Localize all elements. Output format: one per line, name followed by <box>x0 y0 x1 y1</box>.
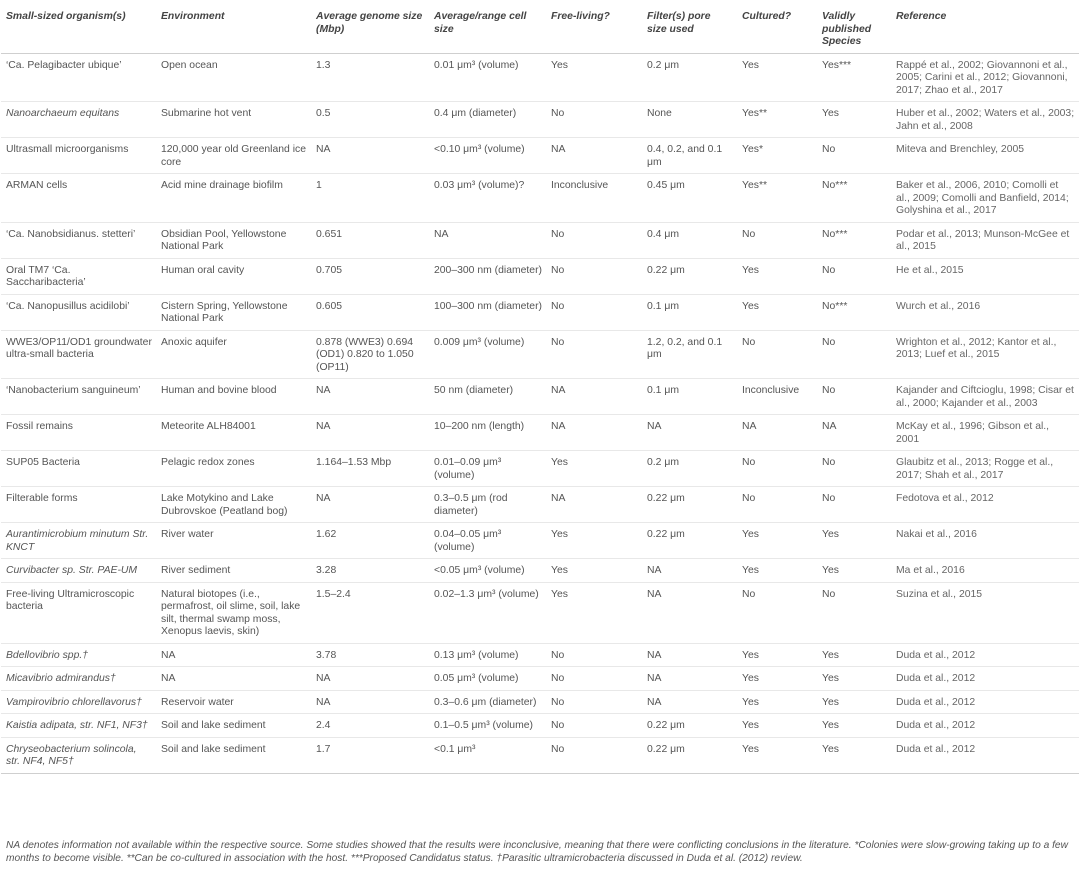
cell-free-living: No <box>546 643 642 667</box>
header-row <box>1 0 1079 53</box>
cell-validly-published: No <box>817 379 891 415</box>
cell-validly-published: Yes <box>817 523 891 559</box>
cell-cultured: Yes <box>737 667 817 691</box>
cell-genome-size: 1 <box>311 174 429 223</box>
table-row <box>1 174 1079 223</box>
cell-cell-size: 0.01 μm³ (volume) <box>429 53 546 102</box>
cell-filter-pore-size: 0.1 μm <box>642 379 737 415</box>
cell-reference: McKay et al., 1996; Gibson et al., 2001 <box>891 415 1079 451</box>
cell-environment: NA <box>156 643 311 667</box>
cell-reference: Baker et al., 2006, 2010; Comolli et al., 2009; Comolli and Banfield, 2014; Golyshina et al., 2017 <box>891 174 1079 223</box>
table-row <box>1 582 1079 643</box>
cell-free-living: Yes <box>546 53 642 102</box>
cell-organism: ‘Ca. Nanobsidianus. stetteri’ <box>1 222 156 258</box>
cell-filter-pore-size: 0.2 μm <box>642 53 737 102</box>
cell-free-living: Yes <box>546 559 642 583</box>
cell-organism: Fossil remains <box>1 415 156 451</box>
cell-free-living: Yes <box>546 451 642 487</box>
cell-organism: Kaistia adipata, str. NF1, NF3† <box>1 714 156 738</box>
cell-organism: SUP05 Bacteria <box>1 451 156 487</box>
cell-environment: Natural biotopes (i.e., permafrost, oil slime, soil, lake silt, thermal swamp moss, Xenopus laevis, skin) <box>156 582 311 643</box>
cell-cultured: NA <box>737 415 817 451</box>
header-genome-size: Average genome size (Mbp) <box>311 0 429 53</box>
cell-validly-published: Yes <box>817 737 891 773</box>
cell-environment: Soil and lake sediment <box>156 714 311 738</box>
cell-validly-published: Yes <box>817 643 891 667</box>
cell-free-living: Yes <box>546 582 642 643</box>
cell-filter-pore-size: NA <box>642 415 737 451</box>
cell-filter-pore-size: None <box>642 102 737 138</box>
cell-validly-published: No*** <box>817 294 891 330</box>
cell-validly-published: Yes <box>817 559 891 583</box>
cell-reference: Podar et al., 2013; Munson-McGee et al., 2015 <box>891 222 1079 258</box>
cell-reference: Huber et al., 2002; Waters et al., 2003; Jahn et al., 2008 <box>891 102 1079 138</box>
cell-organism: Free-living Ultramicroscopic bacteria <box>1 582 156 643</box>
cell-filter-pore-size: 0.22 μm <box>642 737 737 773</box>
cell-cell-size: 0.1–0.5 μm³ (volume) <box>429 714 546 738</box>
cell-cultured: Yes <box>737 53 817 102</box>
cell-filter-pore-size: 0.2 μm <box>642 451 737 487</box>
cell-cell-size: 0.3–0.6 μm (diameter) <box>429 690 546 714</box>
cell-cell-size: 10–200 nm (length) <box>429 415 546 451</box>
header-validly-published: Validly published Species <box>817 0 891 53</box>
cell-cell-size: 0.04–0.05 μm³ (volume) <box>429 523 546 559</box>
cell-reference: Duda et al., 2012 <box>891 690 1079 714</box>
cell-environment: Meteorite ALH84001 <box>156 415 311 451</box>
cell-environment: Soil and lake sediment <box>156 737 311 773</box>
cell-filter-pore-size: NA <box>642 559 737 583</box>
cell-free-living: No <box>546 737 642 773</box>
cell-free-living: NA <box>546 415 642 451</box>
cell-validly-published: No*** <box>817 174 891 223</box>
cell-reference: Fedotova et al., 2012 <box>891 487 1079 523</box>
cell-cultured: Yes** <box>737 174 817 223</box>
cell-free-living: No <box>546 222 642 258</box>
cell-validly-published: No <box>817 582 891 643</box>
cell-cell-size: 100–300 nm (diameter) <box>429 294 546 330</box>
cell-validly-published: No <box>817 330 891 379</box>
cell-organism: ARMAN cells <box>1 174 156 223</box>
cell-reference: Rappé et al., 2002; Giovannoni et al., 2005; Carini et al., 2012; Giovannoni, 2017; Zhao et al., 2017 <box>891 53 1079 102</box>
table-row <box>1 667 1079 691</box>
cell-filter-pore-size: 0.22 μm <box>642 714 737 738</box>
cell-reference: Suzina et al., 2015 <box>891 582 1079 643</box>
cell-validly-published: Yes <box>817 667 891 691</box>
cell-cell-size: 0.4 μm (diameter) <box>429 102 546 138</box>
table-row <box>1 737 1079 773</box>
cell-cultured: No <box>737 330 817 379</box>
cell-cultured: Yes <box>737 294 817 330</box>
cell-filter-pore-size: 0.22 μm <box>642 487 737 523</box>
cell-validly-published: Yes*** <box>817 53 891 102</box>
header-cultured: Cultured? <box>737 0 817 53</box>
cell-cultured: Yes <box>737 737 817 773</box>
cell-filter-pore-size: 0.45 μm <box>642 174 737 223</box>
cell-environment: NA <box>156 667 311 691</box>
header-cell-size: Average/range cell size <box>429 0 546 53</box>
cell-genome-size: 1.3 <box>311 53 429 102</box>
cell-genome-size: NA <box>311 138 429 174</box>
cell-genome-size: NA <box>311 667 429 691</box>
header-organism: Small-sized organism(s) <box>1 0 156 53</box>
cell-environment: Obsidian Pool, Yellowstone National Park <box>156 222 311 258</box>
cell-organism: Micavibrio admirandus† <box>1 667 156 691</box>
cell-environment: Pelagic redox zones <box>156 451 311 487</box>
cell-organism: Ultrasmall microorganisms <box>1 138 156 174</box>
cell-environment: Reservoir water <box>156 690 311 714</box>
cell-genome-size: 1.62 <box>311 523 429 559</box>
cell-genome-size: 0.705 <box>311 258 429 294</box>
cell-reference: Wurch et al., 2016 <box>891 294 1079 330</box>
cell-filter-pore-size: NA <box>642 667 737 691</box>
cell-environment: River sediment <box>156 559 311 583</box>
cell-filter-pore-size: 0.22 μm <box>642 523 737 559</box>
cell-environment: 120,000 year old Greenland ice core <box>156 138 311 174</box>
cell-genome-size: NA <box>311 379 429 415</box>
table-row <box>1 690 1079 714</box>
cell-validly-published: No <box>817 138 891 174</box>
table-row <box>1 379 1079 415</box>
table-row <box>1 487 1079 523</box>
cell-reference: Glaubitz et al., 2013; Rogge et al., 2017; Shah et al., 2017 <box>891 451 1079 487</box>
cell-cell-size: NA <box>429 222 546 258</box>
cell-free-living: No <box>546 294 642 330</box>
cell-validly-published: No*** <box>817 222 891 258</box>
cell-reference: Kajander and Ciftcioglu, 1998; Cisar et al., 2000; Kajander et al., 2003 <box>891 379 1079 415</box>
cell-filter-pore-size: 1.2, 0.2, and 0.1 μm <box>642 330 737 379</box>
cell-reference: Wrighton et al., 2012; Kantor et al., 2013; Luef et al., 2015 <box>891 330 1079 379</box>
table-row <box>1 643 1079 667</box>
cell-genome-size: 0.878 (WWE3) 0.694 (OD1) 0.820 to 1.050 (OP11) <box>311 330 429 379</box>
cell-free-living: Yes <box>546 523 642 559</box>
cell-genome-size: NA <box>311 487 429 523</box>
cell-filter-pore-size: 0.4 μm <box>642 222 737 258</box>
cell-validly-published: Yes <box>817 690 891 714</box>
cell-organism: Aurantimicrobium minutum Str. KNCT <box>1 523 156 559</box>
cell-environment: Anoxic aquifer <box>156 330 311 379</box>
cell-free-living: NA <box>546 138 642 174</box>
cell-environment: Acid mine drainage biofilm <box>156 174 311 223</box>
cell-free-living: No <box>546 714 642 738</box>
cell-genome-size: 0.5 <box>311 102 429 138</box>
cell-cell-size: 0.05 μm³ (volume) <box>429 667 546 691</box>
cell-cell-size: <0.1 μm³ <box>429 737 546 773</box>
table-row <box>1 222 1079 258</box>
cell-cultured: Yes <box>737 559 817 583</box>
cell-validly-published: No <box>817 451 891 487</box>
cell-cell-size: 0.3–0.5 μm (rod diameter) <box>429 487 546 523</box>
cell-filter-pore-size: NA <box>642 582 737 643</box>
cell-cultured: Yes <box>737 258 817 294</box>
cell-cultured: No <box>737 487 817 523</box>
cell-filter-pore-size: NA <box>642 690 737 714</box>
cell-validly-published: NA <box>817 415 891 451</box>
cell-filter-pore-size: NA <box>642 643 737 667</box>
cell-environment: River water <box>156 523 311 559</box>
cell-filter-pore-size: 0.4, 0.2, and 0.1 μm <box>642 138 737 174</box>
cell-validly-published: No <box>817 487 891 523</box>
cell-organism: WWE3/OP11/OD1 groundwater ultra-small bacteria <box>1 330 156 379</box>
cell-reference: Duda et al., 2012 <box>891 643 1079 667</box>
table-row <box>1 714 1079 738</box>
cell-genome-size: 1.5–2.4 <box>311 582 429 643</box>
cell-cultured: No <box>737 222 817 258</box>
header-filter-pore-size: Filter(s) pore size used <box>642 0 737 53</box>
cell-reference: Miteva and Brenchley, 2005 <box>891 138 1079 174</box>
cell-reference: Nakai et al., 2016 <box>891 523 1079 559</box>
cell-cell-size: <0.10 μm³ (volume) <box>429 138 546 174</box>
cell-free-living: No <box>546 667 642 691</box>
cell-reference: He et al., 2015 <box>891 258 1079 294</box>
cell-environment: Cistern Spring, Yellowstone National Park <box>156 294 311 330</box>
cell-genome-size: 1.164–1.53 Mbp <box>311 451 429 487</box>
cell-environment: Human and bovine blood <box>156 379 311 415</box>
cell-environment: Open ocean <box>156 53 311 102</box>
cell-organism: Oral TM7 ‘Ca. Saccharibacteria’ <box>1 258 156 294</box>
cell-cell-size: 50 nm (diameter) <box>429 379 546 415</box>
cell-reference: Ma et al., 2016 <box>891 559 1079 583</box>
cell-cell-size: 200–300 nm (diameter) <box>429 258 546 294</box>
cell-cell-size: 0.13 μm³ (volume) <box>429 643 546 667</box>
cell-cultured: Yes <box>737 523 817 559</box>
header-free-living: Free-living? <box>546 0 642 53</box>
cell-organism: Bdellovibrio spp.† <box>1 643 156 667</box>
cell-reference: Duda et al., 2012 <box>891 737 1079 773</box>
table-row <box>1 53 1079 102</box>
cell-cultured: Yes <box>737 714 817 738</box>
cell-cultured: No <box>737 582 817 643</box>
cell-organism: ‘Ca. Pelagibacter ubique’ <box>1 53 156 102</box>
table-row <box>1 415 1079 451</box>
cell-cultured: Yes** <box>737 102 817 138</box>
cell-validly-published: No <box>817 258 891 294</box>
cell-cultured: No <box>737 451 817 487</box>
cell-genome-size: NA <box>311 415 429 451</box>
cell-cell-size: 0.01–0.09 μm³ (volume) <box>429 451 546 487</box>
cell-genome-size: 0.651 <box>311 222 429 258</box>
table-row <box>1 138 1079 174</box>
cell-validly-published: Yes <box>817 714 891 738</box>
cell-reference: Duda et al., 2012 <box>891 667 1079 691</box>
cell-genome-size: 3.78 <box>311 643 429 667</box>
cell-organism: Nanoarchaeum equitans <box>1 102 156 138</box>
cell-free-living: No <box>546 330 642 379</box>
table-row <box>1 523 1079 559</box>
cell-free-living: NA <box>546 487 642 523</box>
cell-cultured: Yes <box>737 690 817 714</box>
cell-organism: Chryseobacterium solincola, str. NF4, NF5† <box>1 737 156 773</box>
cell-reference: Duda et al., 2012 <box>891 714 1079 738</box>
cell-free-living: No <box>546 690 642 714</box>
cell-cultured: Yes <box>737 643 817 667</box>
table-row <box>1 102 1079 138</box>
organisms-table <box>1 0 1079 774</box>
cell-organism: Vampirovibrio chlorellavorus† <box>1 690 156 714</box>
cell-organism: ‘Ca. Nanopusillus acidilobi’ <box>1 294 156 330</box>
cell-cell-size: 0.03 μm³ (volume)? <box>429 174 546 223</box>
cell-genome-size: 0.605 <box>311 294 429 330</box>
table-row <box>1 559 1079 583</box>
cell-cultured: Yes* <box>737 138 817 174</box>
table-row <box>1 451 1079 487</box>
cell-free-living: No <box>546 102 642 138</box>
header-reference: Reference <box>891 0 1079 53</box>
cell-free-living: No <box>546 258 642 294</box>
cell-environment: Human oral cavity <box>156 258 311 294</box>
table-footnote: NA denotes information not available within the respective source. Some studies showed that the results were inconclusive, meaning that there were conflicting conclusions in the literature. *Colonies were slow-growing taking up to a few months to become visible. **Can be co-cultured in association with the host. ***Proposed Candidatus status. †Parasitic ultramicrobacteria discussed in Duda et al. (2012) review. <box>6 840 1068 864</box>
header-environment: Environment <box>156 0 311 53</box>
cell-cultured: Inconclusive <box>737 379 817 415</box>
cell-cell-size: 0.02–1.3 μm³ (volume) <box>429 582 546 643</box>
cell-cell-size: <0.05 μm³ (volume) <box>429 559 546 583</box>
cell-filter-pore-size: 0.1 μm <box>642 294 737 330</box>
cell-organism: ‘Nanobacterium sanguineum’ <box>1 379 156 415</box>
cell-genome-size: 3.28 <box>311 559 429 583</box>
table-row <box>1 294 1079 330</box>
cell-organism: Filterable forms <box>1 487 156 523</box>
cell-free-living: NA <box>546 379 642 415</box>
table-body <box>1 53 1079 773</box>
cell-genome-size: 1.7 <box>311 737 429 773</box>
cell-genome-size: 2.4 <box>311 714 429 738</box>
cell-free-living: Inconclusive <box>546 174 642 223</box>
cell-validly-published: Yes <box>817 102 891 138</box>
cell-filter-pore-size: 0.22 μm <box>642 258 737 294</box>
cell-cell-size: 0.009 μm³ (volume) <box>429 330 546 379</box>
table-row <box>1 330 1079 379</box>
cell-environment: Lake Motykino and Lake Dubrovskoe (Peatland bog) <box>156 487 311 523</box>
cell-genome-size: NA <box>311 690 429 714</box>
cell-environment: Submarine hot vent <box>156 102 311 138</box>
cell-organism: Curvibacter sp. Str. PAE-UM <box>1 559 156 583</box>
table-row <box>1 258 1079 294</box>
